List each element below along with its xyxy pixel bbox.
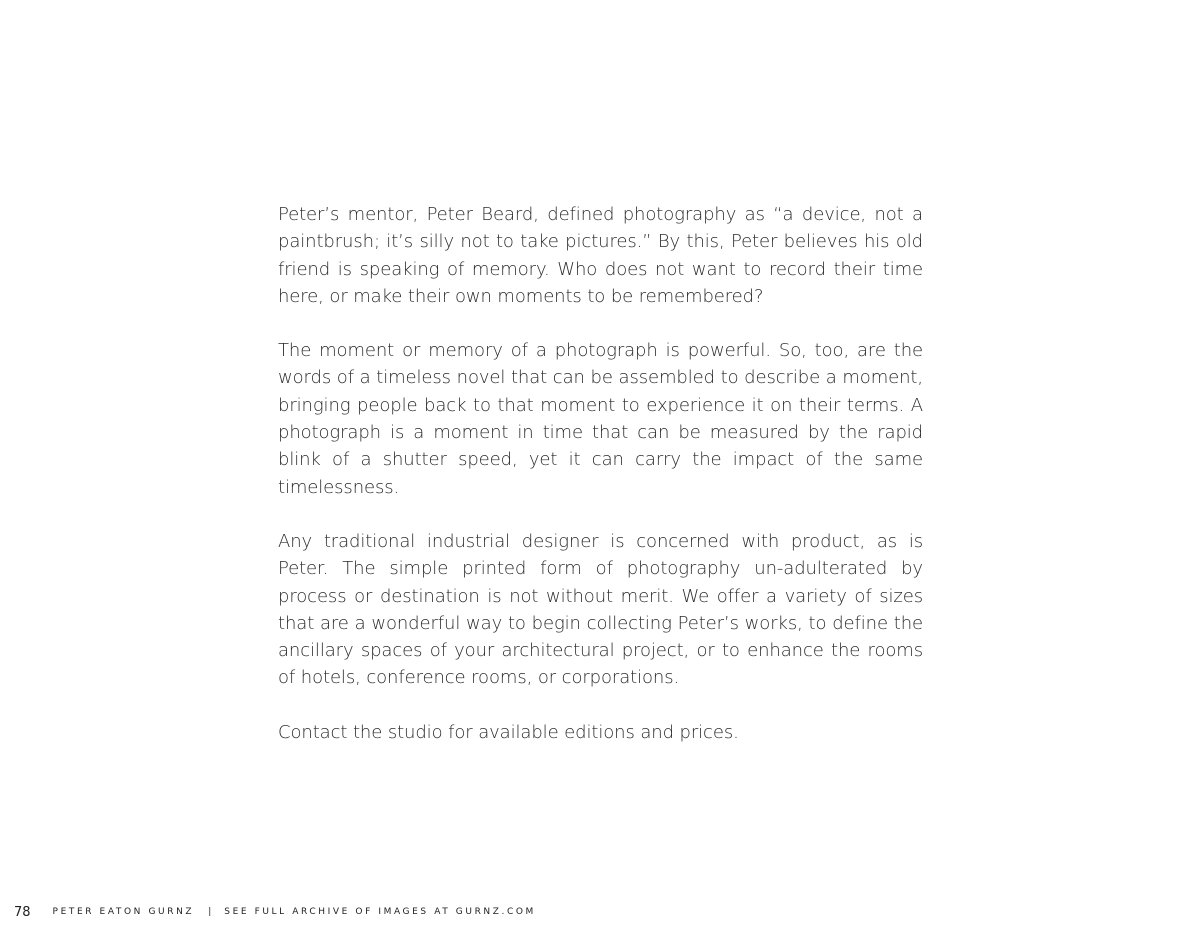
body-text	[278, 201, 923, 773]
page-number: 78	[14, 904, 31, 920]
paragraph-mentor-quote: Peter’s mentor, Peter Beard, defined photography as “a device, not a paintbrush; it’s silly not to take pictures.” By this, Peter believes his old friend is speaking of memory. Who does not want to record their time here, or make their own moments to be remembered?	[278, 204, 923, 307]
footer-separator: |	[208, 907, 212, 917]
page-footer	[14, 903, 536, 921]
paragraph-industrial-designer: Any traditional industrial designer is concerned with product, as is Peter. The simple printed form of photography un-adulterated by process or destination is not without merit. We offer a variety of sizes that are a wonderful way to begin collecting Peter’s works, to define the ancillary spaces of your architectural project, or to enhance the rooms of hotels, conference rooms, or corporations.	[278, 530, 923, 689]
footer-archive-note: SEE FULL ARCHIVE OF IMAGES AT GURNZ.COM	[224, 907, 536, 917]
footer-author: PETER EATON GURNZ	[52, 907, 195, 917]
paragraph-contact: Contact the studio for available editions and prices.	[278, 721, 739, 743]
paragraph-moment-memory: The moment or memory of a photograph is powerful. So, too, are the words of a timeless novel that can be assembled to describe a moment, bringing people back to that moment to experience it on their terms. A photograph is a moment in time that can be measured by the rapid blink of a shutter speed, yet it can carry the impact of the same timelessness.	[278, 340, 923, 498]
